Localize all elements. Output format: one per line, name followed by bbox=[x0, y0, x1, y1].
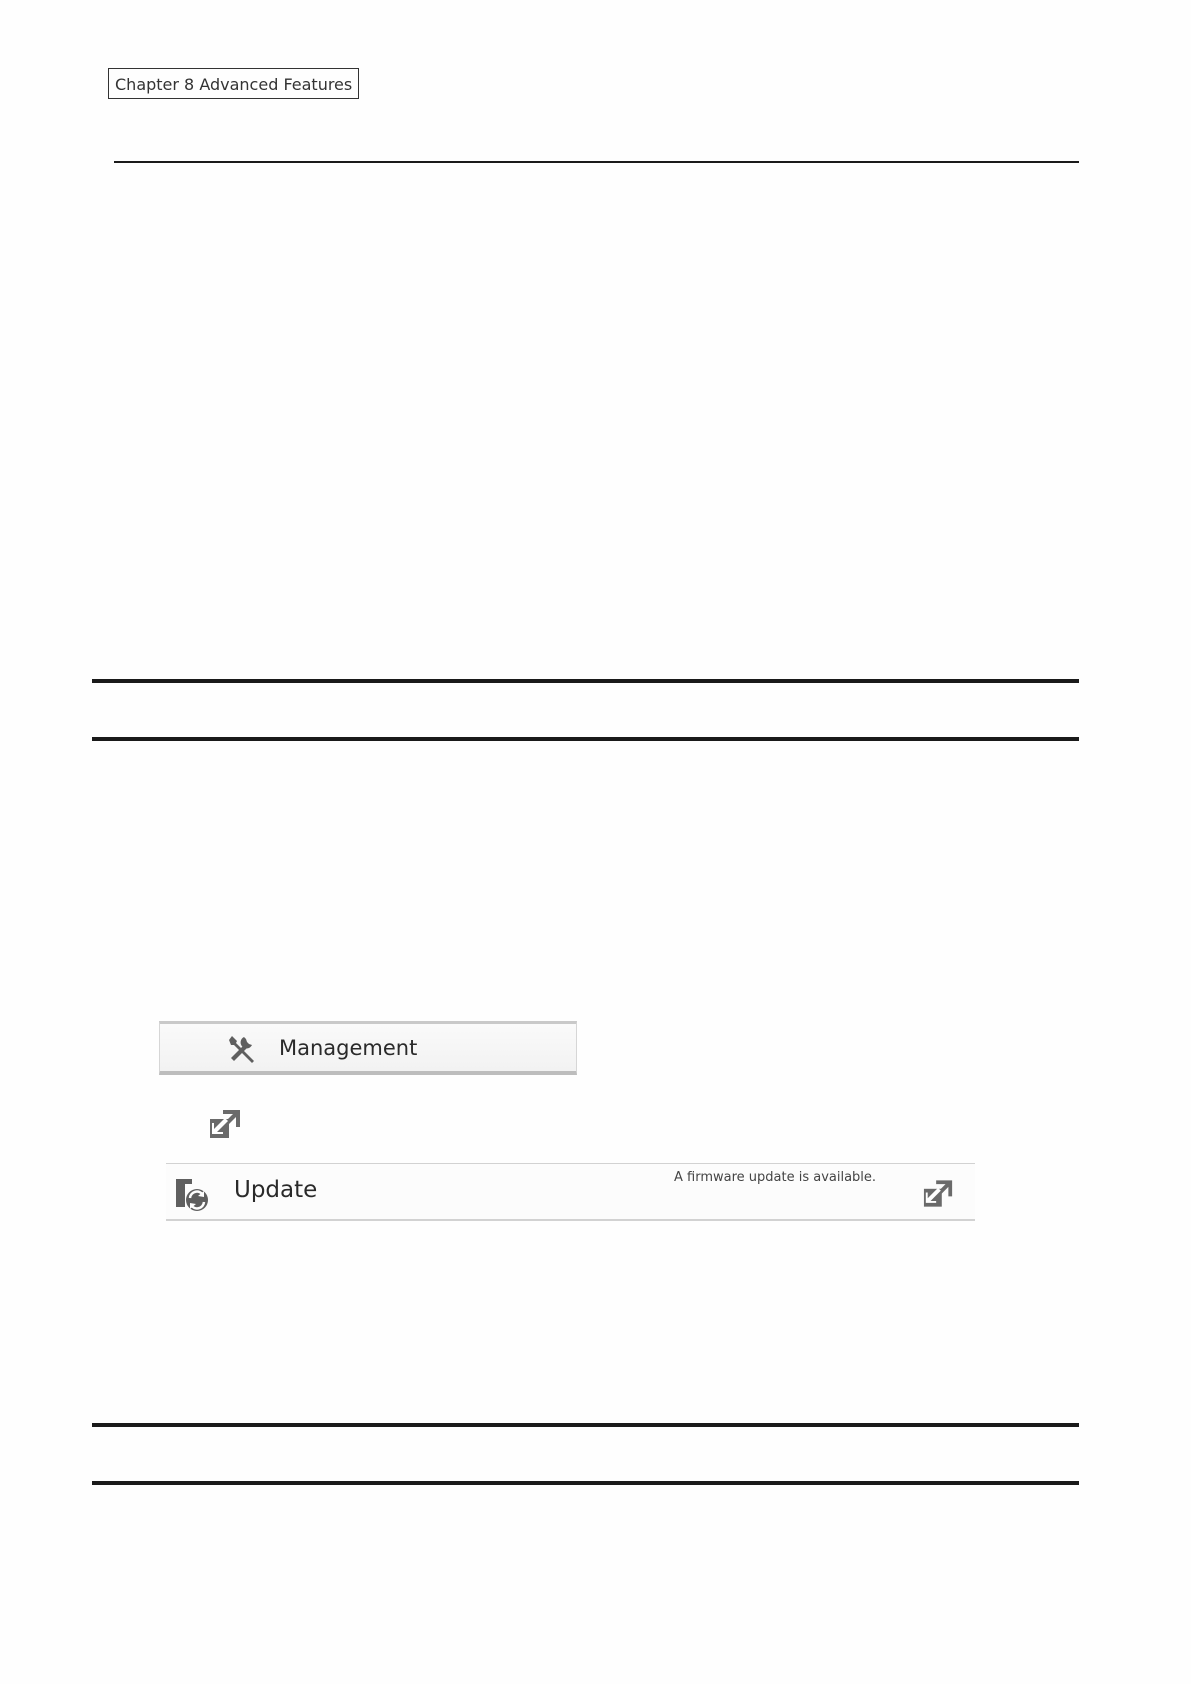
update-label: Update bbox=[234, 1177, 318, 1203]
management-label: Management bbox=[279, 1036, 418, 1060]
update-status-text: A firmware update is available. bbox=[674, 1170, 877, 1185]
section-divider-bottom-2 bbox=[92, 1481, 1079, 1485]
section-divider-bottom-1 bbox=[92, 737, 1079, 741]
update-row[interactable] bbox=[166, 1163, 975, 1221]
section-divider-top-1 bbox=[92, 679, 1079, 683]
tools-icon bbox=[228, 1034, 258, 1064]
management-menu-bar[interactable] bbox=[159, 1021, 577, 1075]
firmware-update-icon bbox=[175, 1177, 210, 1212]
header-divider bbox=[114, 161, 1079, 163]
expand-settings-icon bbox=[209, 1108, 242, 1140]
chapter-tag: Chapter 8 Advanced Features bbox=[108, 68, 359, 99]
expand-settings-icon[interactable] bbox=[923, 1178, 954, 1209]
section-divider-top-2 bbox=[92, 1423, 1079, 1427]
